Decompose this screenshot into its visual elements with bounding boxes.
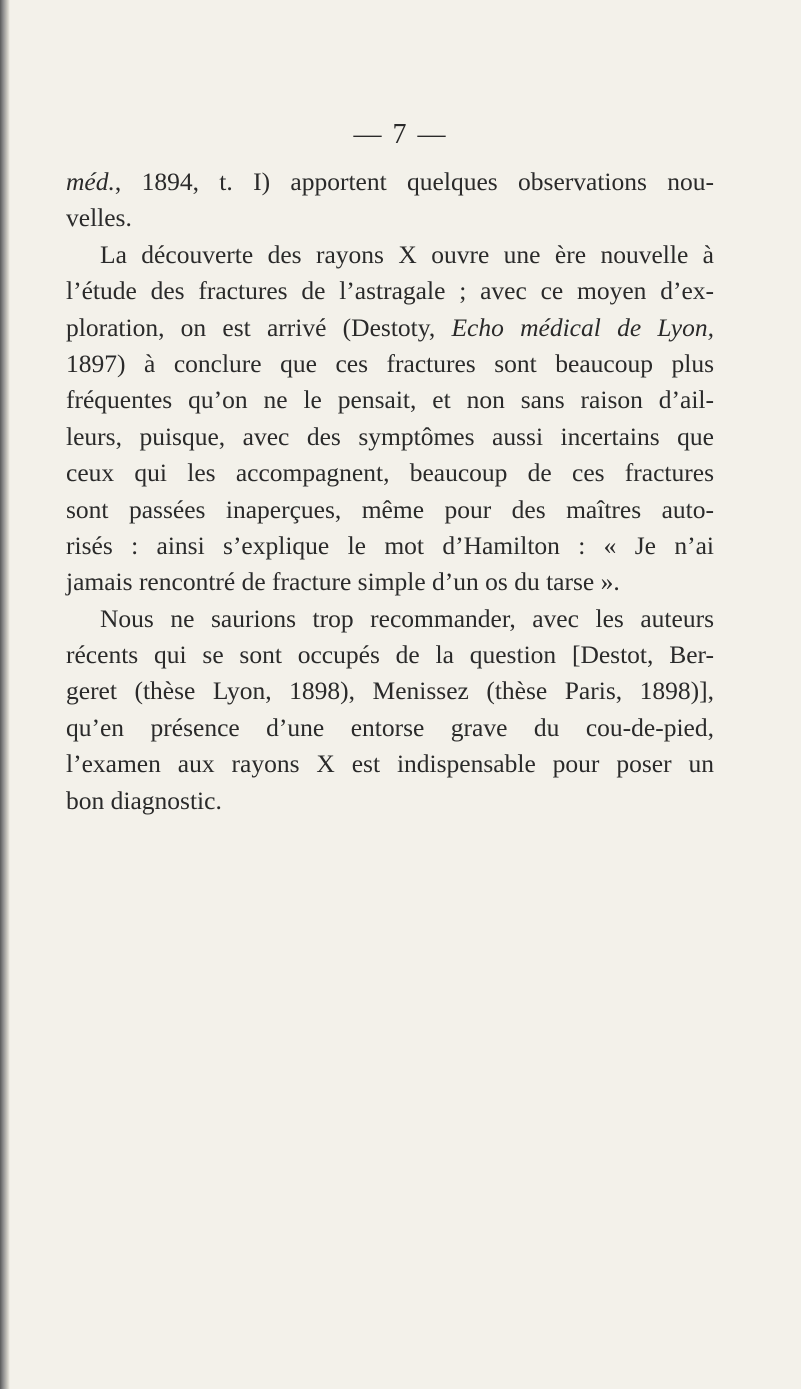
text-line: qu’en présence d’une entorse grave du cou-de-pied, (66, 712, 714, 742)
paragraph-start-line: Nous ne saurions trop recommander, avec les auteurs (100, 603, 714, 633)
text-line: bon diagnostic. (66, 785, 222, 815)
text-line: récents qui se sont occupés de la question [Destot, Ber- (66, 640, 714, 670)
text-line: jamais rencontré de fracture simple d’un os du tarse ». (66, 567, 620, 597)
text-line: l’étude des fractures de l’astragale ; avec ce moyen d’ex- (66, 276, 714, 306)
binding-edge (0, 0, 10, 1389)
text-line: geret (thèse Lyon, 1898), Menissez (thèse Paris, 1898)], (66, 676, 714, 706)
text-line: velles. (66, 203, 132, 233)
italic-citation: Echo médical de Lyon, (451, 312, 714, 342)
italic-citation: méd. (66, 167, 115, 196)
text-line (66, 310, 714, 346)
text-line: l’examen aux rayons X est indispensable pour poser un (66, 749, 714, 779)
text-line: risés : ainsi s’explique le mot d’Hamilton : « Je n’ai (66, 530, 714, 560)
line-text: ploration, on est arrivé (Destoty, (66, 312, 452, 342)
page-number: — 7 — (353, 119, 448, 150)
text-line: fréquentes qu’on ne le pensait, et non sans raison d’ail- (66, 385, 714, 415)
text-line: ceux qui les accompagnent, beaucoup de ces fractures (66, 458, 714, 488)
text-line: 1897) à conclure que ces fractures sont beaucoup plus (66, 348, 714, 378)
text-line: sont passées inaperçues, même pour des maîtres auto- (66, 494, 714, 524)
paragraph-start-line: La découverte des rayons X ouvre une ère nouvelle à (100, 239, 714, 269)
body-text (66, 164, 714, 819)
line-text: , 1894, t. I) apportent quelques observations nou- (114, 167, 714, 196)
text-line: leurs, puisque, avec des symptômes aussi incertains que (66, 421, 714, 451)
text-line (66, 164, 714, 200)
